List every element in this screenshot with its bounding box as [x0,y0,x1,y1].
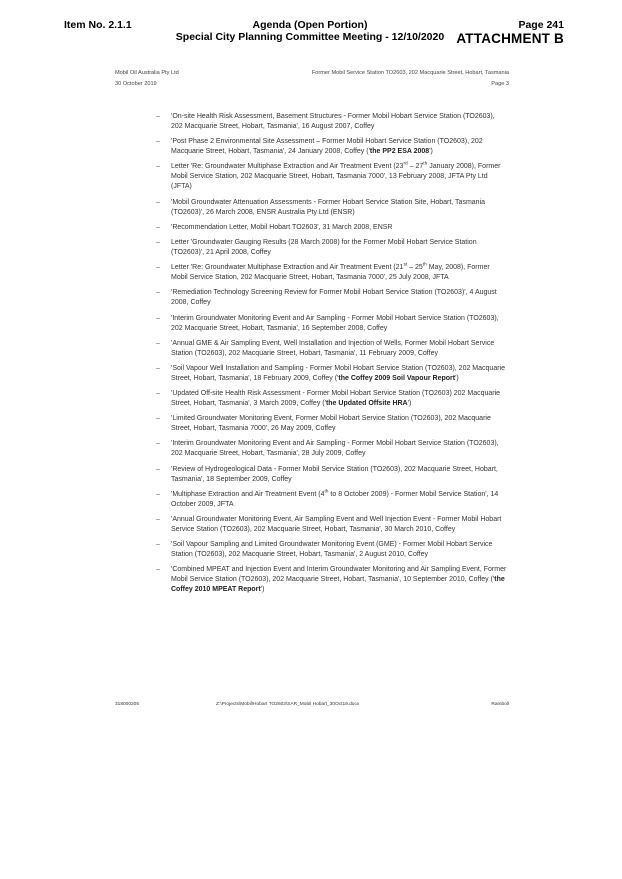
bullet-dash: – [156,415,160,423]
bullet-dash: – [156,490,160,498]
reference-item [156,540,508,560]
reference-item [156,439,508,459]
reference-short-name: the PP2 ESA 2008 [369,148,430,156]
reference-text: 'Annual Groundwater Monitoring Event, Air Sampling Event and Well Injection Event - Former Mobil Hobart Service Station (TO2603), 202 Macquarie Street, Hobart, Tasmania', 30 March 2010, Coffey [171,516,502,533]
reference-text: 'Soil Vapour Sampling and Limited Groundwater Monitoring Event (GME) - Former Mobil Hobart Service Station (TO2603), 202 Macquarie Street, Hobart, Tasmania', 2 August 2010, Coffey [171,541,493,559]
reference-item [156,490,508,510]
bullet-dash: – [156,138,160,146]
bullet-dash: – [156,264,160,272]
reference-text: 'Updated Off-site Health Risk Assessment - Former Mobil Hobart Service Station (TO2603) 202 Macquarie Street, Hobart, Tasmania', 3 March 2009, Coffey (' [171,390,501,408]
bullet-dash: – [156,541,160,549]
reference-text: Letter 'Groundwater Gauging Results (28 March 2008) for the Former Mobil Hobart Service Station (TO2603)', 21 April 2008, Coffey [171,238,477,256]
reference-short-name: the Coffey 2009 Soil Vapour Report [338,374,456,382]
bullet-dash: – [156,390,160,398]
doc-header-right [312,68,509,90]
reference-item [156,137,508,157]
reference-item [156,263,508,283]
reference-text: 'Mobil Groundwater Attenuation Assessments - Former Hobart Service Station Site, Hobart, Tasmania (TO2603)', 26 March 2008, ENSR Australia Pty Ltd (ENSR) [171,198,486,216]
reference-closing: ') [260,586,265,594]
reference-item [156,565,508,595]
bullet-dash: – [156,566,160,574]
reference-text: Letter 'Re: Groundwater Multiphase Extraction and Air Treatment Event (23rd – 27th January 2008), Former Mobil Service Station, 202 Macquarie Street, Hobart, Tasmania 7000', 13 February 2008, JFTA Pty Ltd (JFTA) [171,162,501,191]
reference-list [156,112,508,601]
reference-item [156,465,508,485]
reference-closing: ') [407,400,412,408]
reference-text: 'Remediation Technology Screening Review for Former Mobil Hobart Service Station (TO2603)', 4 August 2008, Coffey [171,289,497,307]
agenda-title [150,19,470,43]
reference-text: 'Soil Vapour Well Installation and Sampling - Former Mobil Hobart Service Station (TO2603), 202 Macquarie Street, Hobart, Tasmania', 18 February 2009, Coffey (' [171,364,505,382]
reference-text: 'Review of Hydrogeological Data - Former Mobil Service Station (TO2603), 202 Macquarie Street, Hobart, Tasmania', 18 September 2009, Coffey [171,465,498,483]
page-number: Page 241 [518,19,564,31]
reference-closing: ') [429,148,433,156]
reference-item [156,112,508,132]
reference-short-name: the Coffey 2010 MPEAT Report [171,576,505,594]
document-date: 30 October 2019 [115,81,157,87]
bullet-dash: – [156,223,160,231]
reference-closing: ') [455,374,459,382]
footer-company: Ramboll [491,702,509,707]
reference-text: 'Annual GME & Air Sampling Event, Well Installation and Injection of Wells, Former Mobil Hobart Service Station (TO2603), 202 Macquarie Street, Hobart, Tasmania', 11 February 2009, Coffey [171,339,495,357]
reference-text: 'Interim Groundwater Monitoring Event and Air Sampling - Former Mobil Hobart Service Station (TO2603), 202 Macquarie Street, Hobart, Tasmania', 28 July 2009, Coffey [171,440,499,458]
bullet-dash: – [156,465,160,473]
doc-page-number: Page 3 [491,81,509,87]
reference-item [156,414,508,434]
page-attachment-block [456,19,564,46]
bullet-dash: – [156,113,160,120]
reference-text: 'On-site Health Risk Assessment, Basement Structures - Former Mobil Hobart Service Station (TO2603), 202 Macquarie Street, Hobart, Tasmania', 16 August 2007, Coffey [171,113,495,130]
bullet-dash: – [156,289,160,297]
company-name: Mobil Oil Australia Pty Ltd [115,70,179,76]
reference-item [156,339,508,359]
reference-text: 'Recommendation Letter, Mobil Hobart TO2603', 31 March 2008, ENSR [171,223,393,231]
reference-text: 'Post Phase 2 Environmental Site Assessment – Former Mobil Hobart Service Station (TO2603), 202 Macquarie Street, Hobart, Tasmania', 24 January 2008, Coffey (' [171,138,483,156]
attachment-label: ATTACHMENT B [456,31,564,46]
bullet-dash: – [156,440,160,448]
reference-text: 'Combined MPEAT and Injection Event and Interim Groundwater Monitoring and Air Sampling Event, Former Mobil Service Station (TO2603), 202 Macquarie Street, Hobart, Tasmania', 10 September 2010, Coffey (' [171,566,507,584]
reference-item [156,288,508,308]
doc-header-left [115,68,179,90]
reference-short-name: the Updated Offsite HRA [325,400,408,408]
reference-item [156,314,508,334]
bullet-dash: – [156,339,160,347]
reference-item [156,223,508,233]
bullet-dash: – [156,314,160,322]
reference-text: 'Multiphase Extraction and Air Treatment Event (4th to 8 October 2009) - Former Mobil Service Station', 14 October 2009, JFTA [171,489,499,508]
reference-text: Letter 'Re: Groundwater Multiphase Extraction and Air Treatment Event (21st – 25th May, 2008), Former Mobil Service Station, 202 Macquarie Street, Hobart, Tasmania 7000', 25 July 2008, JFTA [171,262,490,282]
agenda-line-2: Special City Planning Committee Meeting - 12/10/2020 [175,31,445,43]
reference-item [156,515,508,535]
bullet-dash: – [156,238,160,246]
reference-text: 'Interim Groundwater Monitoring Event and Air Sampling - Former Mobil Hobart Service Station (TO2603), 202 Macquarie Street, Hobart, Tasmania', 16 September 2008, Coffey [171,314,499,332]
reference-text: 'Limited Groundwater Monitoring Event, Former Mobil Hobart Service Station (TO2603), 202 Macquarie Street, Hobart, Tasmania 7000', 26 May 2009, Coffey [171,415,491,433]
bullet-dash: – [156,364,160,372]
reference-item [156,389,508,409]
reference-item [156,198,508,218]
bullet-dash: – [156,163,160,171]
item-number: Item No. 2.1.1 [64,19,132,31]
bullet-dash: – [156,516,160,523]
agenda-line-1: Agenda (Open Portion) [252,19,368,31]
footer-project-number: 318000205 [115,702,140,707]
reference-item [156,162,508,192]
footer-file-path: Z:\Projects\Mobil\Hobart TO2603\SAR_Mobil Hobart_30Oct19.docx [216,702,360,707]
reference-item [156,238,508,258]
reference-item [156,364,508,384]
bullet-dash: – [156,198,160,206]
site-name: Former Mobil Service Station TO2603, 202 Macquarie Street, Hobart, Tasmania [311,70,509,76]
